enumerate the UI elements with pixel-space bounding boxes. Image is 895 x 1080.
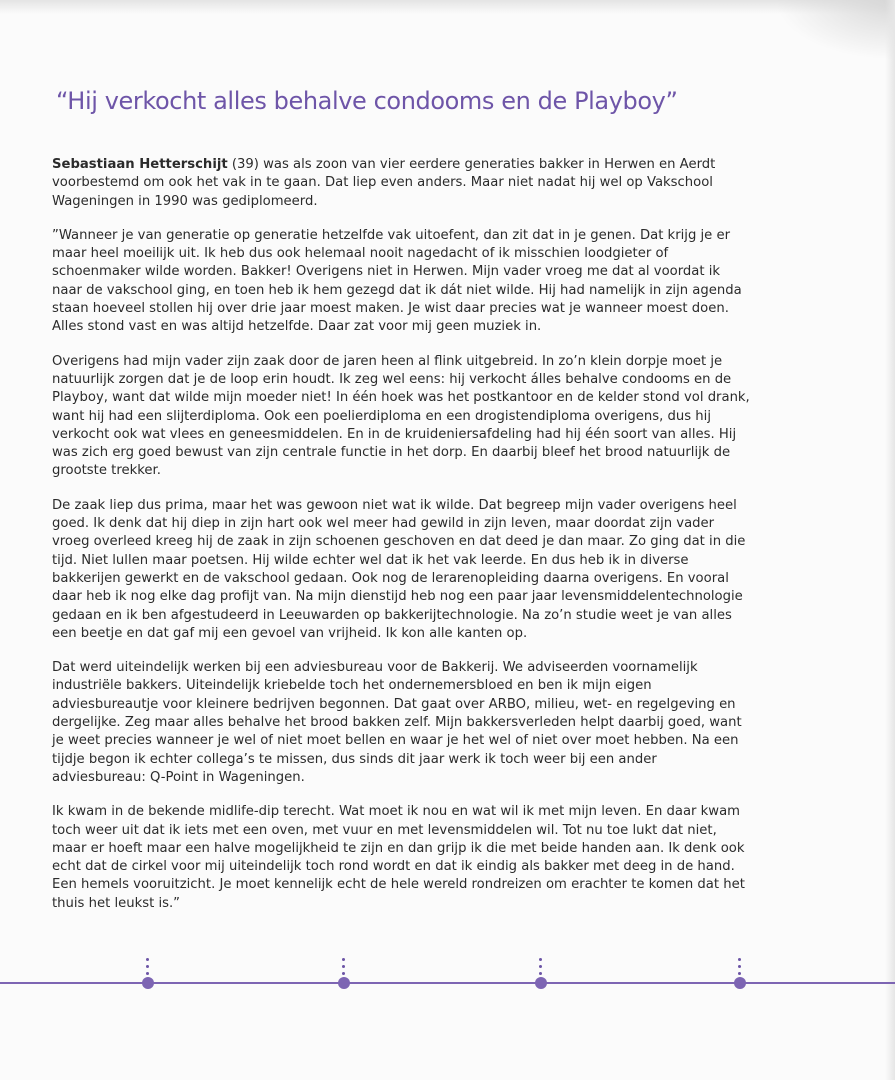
decorative-timeline: [0, 948, 895, 1008]
timeline-node: [734, 977, 746, 989]
intro-text: (39) was als zoon van vier eerdere generaties bakker in Herwen en Aerdt voorbestemd om ook het vak in te gaan. Dat liep even anders. Maar niet nadat hij wel op Vakschool Wageningen in 1990 was gediplomeerd.: [52, 157, 716, 209]
timeline-marker-3: [534, 948, 548, 992]
page-title: “Hij verkocht alles behalve condooms en de Playboy”: [56, 87, 678, 115]
dotted-connector: [342, 958, 346, 976]
dotted-connector: [146, 958, 150, 976]
article-body: [52, 156, 752, 929]
intro-paragraph: [52, 156, 752, 211]
page-top-shadow: [0, 0, 895, 14]
timeline-node: [142, 977, 154, 989]
timeline-marker-2: [337, 948, 351, 992]
body-paragraph-3: De zaak liep dus prima, maar het was gewoon niet wat ik wilde. Dat begreep mijn vader overigens heel goed. Ik denk dat hij diep in zijn hart ook wel meer had gewild in zijn leven, maar doordat zijn vader vroeg overleed kreeg hij de zaak in zijn schoenen geschoven en dat deed je dan maar. Zo ging dat in die tijd. Niet lullen maar poetsen. Hij wilde echter wel dat ik het vak leerde. En dus heb ik in diverse bakkerijen gewerkt en de vakschool gedaan. Ook nog de lerarenopleiding daarna overigens. En vooral daar heb ik nog elke dag profijt van. Na mijn dienstijd heb nog een paar jaar levensmiddelentechnologie gedaan en ik ben afgestudeerd in Leeuwarden op bakkerijtechnologie. Na zo’n studie weet je van alles een beetje en dat gaf mij een gevoel van vrijheid. Ik kon alle kanten op.: [52, 497, 746, 641]
dotted-connector: [738, 958, 742, 976]
timeline-node: [535, 977, 547, 989]
body-paragraph-2: Overigens had mijn vader zijn zaak door de jaren heen al flink uitgebreid. In zo’n klein dorpje moet je natuurlijk zorgen dat je de loop erin houdt. Ik zeg wel eens: hij verkocht álles behalve condooms en de Playboy, want dat wilde mijn moeder niet! In één hoek was het postkantoor en de kelder stond vol drank, want hij had een slijterdiploma. Ook een poelierdiploma en een drogistendiploma overigens, dus hij verkocht ook wat vlees en geneesmiddelen. En in de kruideniersafdeling had hij één soort van alles. Hij was zich erg goed bewust van zijn centrale functie in het dorp. En daarbij bleef het brood natuurlijk de grootste trekker.: [52, 353, 750, 479]
dotted-connector: [539, 958, 543, 976]
page-corner-shadow: [775, 0, 895, 60]
body-paragraph-4: Dat werd uiteindelijk werken bij een adviesbureau voor de Bakkerij. We adviseerden voornamelijk industriële bakkers. Uiteindelijk kriebelde toch het ondernemersbloed en ben ik mijn eigen adviesbureautje voor kleinere bedrijven begonnen. Dat gaat over ARBO, milieu, wet- en regelgeving en dergelijke. Zeg maar alles behalve het brood bakken zelf. Mijn bakkersverleden helpt daarbij goed, want je weet precies wanneer je wel of niet moet bellen en waar je het wel of niet over moet hebben. Na een tijdje begon ik echter collega’s te missen, dus sinds dit jaar werk ik toch weer bij een ander adviesbureau: Q-Point in Wageningen.: [52, 660, 742, 785]
body-paragraph-5: Ik kwam in de bekende midlife-dip terecht. Wat moet ik nou en wat wil ik met mijn leven. En daar kwam toch weer uit dat ik iets met een oven, met vuur en met levensmiddelen wil. Tot nu toe lukt dat niet, maar er hoeft maar een halve mogelijkheid te zijn en dan grijp ik die met beide handen aan. Ik denk ook echt dat de cirkel voor mij uiteindelijk toch rond wordt en dat ik eindig als bakker met deeg in de hand. Een hemels vooruitzicht. Je moet kennelijk echt de hele wereld rondreizen om erachter te komen dat het thuis het leukst is.”: [52, 804, 745, 911]
timeline-marker-4: [733, 948, 747, 992]
body-paragraph-1: ”Wanneer je van generatie op generatie hetzelfde vak uitoefent, dan zit dat in je genen. Dat krijg je er maar heel moeilijk uit. Ik heb dus ook helemaal nooit nagedacht of ik misschien loodgieter of schoenmaker wilde worden. Bakker! Overigens niet in Herwen. Mijn vader vroeg me dat al voordat ik naar de vakschool ging, en toen heb ik hem gezegd dat ik dát niet wilde. Hij had namelijk in zijn agenda staan hoeveel stollen hij over drie jaar moest maken. Je wist daar precies wat je wanneer moest doen. Alles stond vast en was altijd hetzelfde. Daar zat voor mij geen muziek in.: [52, 227, 742, 335]
timeline-node: [338, 977, 350, 989]
timeline-marker-1: [141, 948, 155, 992]
interviewee-name: Sebastiaan Hetterschijt: [52, 157, 228, 172]
timeline-line: [0, 982, 895, 984]
page-right-edge: [885, 0, 895, 1080]
